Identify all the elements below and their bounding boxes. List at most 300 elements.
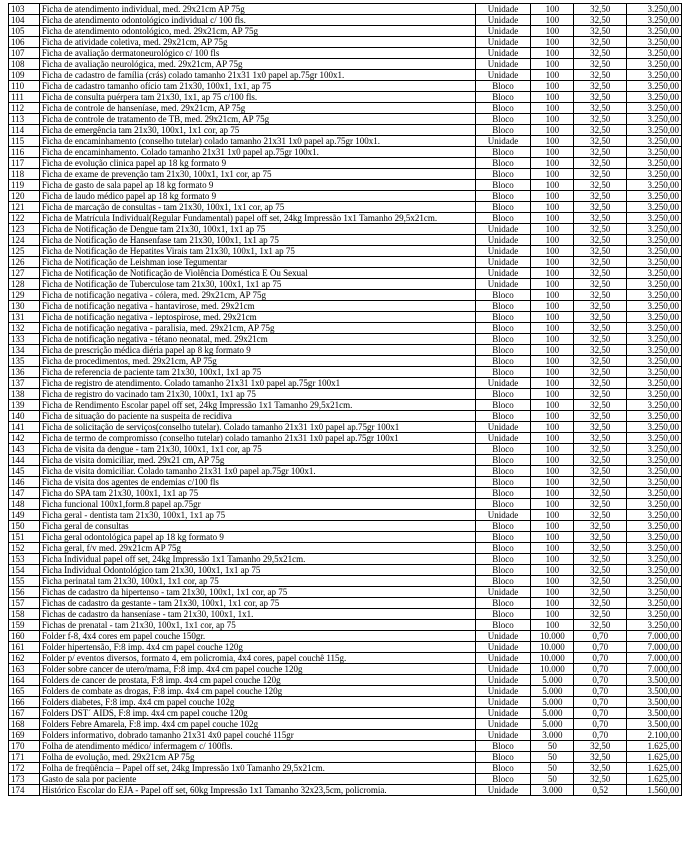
item-description: Ficha de notificação negativa - cólera, med. 29x21cm, AP 75g	[39, 290, 475, 301]
item-quantity: 100	[531, 312, 574, 323]
item-description: Ficha geral, f/v med. 29x21cm AP 75g	[39, 543, 475, 554]
item-description: Ficha de visita dos agentes de endemias c/100 fls	[39, 477, 475, 488]
item-unit-price: 32,50	[574, 554, 627, 565]
item-total: 3.250,00	[627, 543, 682, 554]
item-unit-price: 32,50	[574, 191, 627, 202]
table-row	[9, 334, 682, 345]
item-unit-price: 0,70	[574, 686, 627, 697]
item-unit-price: 32,50	[574, 543, 627, 554]
item-total: 1.625,00	[627, 741, 682, 752]
item-total: 3.250,00	[627, 521, 682, 532]
item-total: 3.250,00	[627, 235, 682, 246]
table-row	[9, 4, 682, 15]
item-quantity: 3.000	[531, 785, 574, 796]
item-number: 163	[9, 664, 40, 675]
item-unit: Bloco	[475, 290, 531, 301]
item-total: 3.250,00	[627, 59, 682, 70]
item-unit-price: 0,70	[574, 642, 627, 653]
table-row	[9, 301, 682, 312]
item-unit: Bloco	[475, 565, 531, 576]
item-total: 3.250,00	[627, 411, 682, 422]
item-number: 119	[9, 180, 40, 191]
item-number: 127	[9, 268, 40, 279]
item-number: 125	[9, 246, 40, 257]
item-unit-price: 32,50	[574, 235, 627, 246]
item-quantity: 50	[531, 752, 574, 763]
table-row	[9, 774, 682, 785]
item-description: Ficha de notificação negativa - paralisia, med. 29x21cm, AP 75g	[39, 323, 475, 334]
item-number: 142	[9, 433, 40, 444]
item-unit-price: 32,50	[574, 213, 627, 224]
items-table	[8, 3, 682, 796]
table-row	[9, 224, 682, 235]
item-unit: Bloco	[475, 774, 531, 785]
item-number: 139	[9, 400, 40, 411]
table-row	[9, 554, 682, 565]
item-total: 3.250,00	[627, 576, 682, 587]
item-unit: Unidade	[475, 15, 531, 26]
table-row	[9, 92, 682, 103]
item-quantity: 100	[531, 70, 574, 81]
item-quantity: 10.000	[531, 631, 574, 642]
item-description: Ficha de emergência tam 21x30, 100x1, 1x1 cor, ap 75	[39, 125, 475, 136]
item-number: 126	[9, 257, 40, 268]
table-row	[9, 70, 682, 81]
item-total: 3.250,00	[627, 92, 682, 103]
item-description: Ficha perinatal tam 21x30, 100x1, 1x1 cor, ap 75	[39, 576, 475, 587]
item-quantity: 100	[531, 433, 574, 444]
item-description: Ficha de atendimento odontológico individual c/ 100 fls.	[39, 15, 475, 26]
item-description: Ficha geral - dentista tam 21x30, 100x1, 1x1 ap 75	[39, 510, 475, 521]
item-number: 108	[9, 59, 40, 70]
item-number: 141	[9, 422, 40, 433]
table-row	[9, 488, 682, 499]
item-quantity: 10.000	[531, 664, 574, 675]
item-number: 164	[9, 675, 40, 686]
item-total: 3.250,00	[627, 224, 682, 235]
item-description: Fichas de cadastro da hanseníase - tam 21x30, 100x1, 1x1.	[39, 609, 475, 620]
item-total: 3.250,00	[627, 488, 682, 499]
item-unit-price: 0,70	[574, 653, 627, 664]
item-unit-price: 0,70	[574, 664, 627, 675]
item-quantity: 100	[531, 466, 574, 477]
item-total: 3.250,00	[627, 180, 682, 191]
item-quantity: 100	[531, 235, 574, 246]
table-row	[9, 543, 682, 554]
item-quantity: 100	[531, 224, 574, 235]
item-unit-price: 32,50	[574, 37, 627, 48]
item-description: Ficha de avaliação neurológica, med. 29x21cm, AP 75g	[39, 59, 475, 70]
item-unit-price: 0,70	[574, 730, 627, 741]
item-quantity: 100	[531, 59, 574, 70]
item-unit-price: 32,50	[574, 15, 627, 26]
table-row	[9, 708, 682, 719]
item-description: Ficha de notificação negativa - leptospirose, med. 29x21cm	[39, 312, 475, 323]
item-unit: Unidade	[475, 631, 531, 642]
table-row	[9, 26, 682, 37]
item-unit-price: 32,50	[574, 136, 627, 147]
item-number: 166	[9, 697, 40, 708]
item-description: Ficha de marcação de consultas - tam 21x30, 100x1, 1x1 cor, ap 75	[39, 202, 475, 213]
table-row	[9, 48, 682, 59]
item-description: Ficha de Notificação de Leishman iose Tegumentar	[39, 257, 475, 268]
item-unit: Unidade	[475, 653, 531, 664]
item-unit: Bloco	[475, 169, 531, 180]
table-row	[9, 565, 682, 576]
item-description: Folder sobre cancer de utero/mama, F:8 imp. 4x4 cm papel couche 120g	[39, 664, 475, 675]
item-description: Folders diabetes, F:8 imp. 4x4 cm papel couche 102g	[39, 697, 475, 708]
item-unit-price: 32,50	[574, 499, 627, 510]
item-quantity: 100	[531, 81, 574, 92]
item-unit-price: 32,50	[574, 334, 627, 345]
item-unit: Bloco	[475, 455, 531, 466]
item-total: 3.250,00	[627, 169, 682, 180]
item-number: 165	[9, 686, 40, 697]
item-number: 157	[9, 598, 40, 609]
item-unit: Unidade	[475, 70, 531, 81]
item-unit: Bloco	[475, 356, 531, 367]
item-total: 3.250,00	[627, 510, 682, 521]
item-description: Fichas de cadastro da hipertenso - tam 21x30, 100x1, 1x1 cor, ap 75	[39, 587, 475, 598]
item-quantity: 100	[531, 422, 574, 433]
table-row	[9, 532, 682, 543]
item-total: 3.250,00	[627, 609, 682, 620]
table-row	[9, 158, 682, 169]
item-unit-price: 32,50	[574, 301, 627, 312]
item-quantity: 100	[531, 37, 574, 48]
item-number: 129	[9, 290, 40, 301]
table-row	[9, 378, 682, 389]
item-unit-price: 32,50	[574, 367, 627, 378]
item-description: Ficha de encaminhamento (conselho tutelar) colado tamanho 21x31 1x0 papel ap.75gr 100x1.	[39, 136, 475, 147]
item-unit-price: 32,50	[574, 620, 627, 631]
item-description: Ficha de Rendimento Escolar papel off set, 24kg Impressão 1x1 Tamanho 29,5x21cm.	[39, 400, 475, 411]
item-total: 3.250,00	[627, 158, 682, 169]
item-total: 3.250,00	[627, 279, 682, 290]
item-unit: Unidade	[475, 510, 531, 521]
item-quantity: 100	[531, 356, 574, 367]
item-unit: Bloco	[475, 620, 531, 631]
table-row	[9, 422, 682, 433]
table-row	[9, 400, 682, 411]
item-description: Ficha de notificação negativa - hantavirose, med. 29x21cm	[39, 301, 475, 312]
item-quantity: 100	[531, 257, 574, 268]
item-quantity: 100	[531, 411, 574, 422]
item-unit: Bloco	[475, 114, 531, 125]
item-unit-price: 0,70	[574, 719, 627, 730]
item-quantity: 100	[531, 125, 574, 136]
item-unit: Bloco	[475, 499, 531, 510]
table-row	[9, 290, 682, 301]
item-unit-price: 32,50	[574, 521, 627, 532]
table-row	[9, 642, 682, 653]
item-number: 136	[9, 367, 40, 378]
item-number: 118	[9, 169, 40, 180]
item-unit-price: 32,50	[574, 587, 627, 598]
item-number: 116	[9, 147, 40, 158]
item-description: Ficha de atendimento individual, med. 29x21cm AP 75g	[39, 4, 475, 15]
item-unit-price: 32,50	[574, 510, 627, 521]
table-row	[9, 609, 682, 620]
item-unit: Bloco	[475, 576, 531, 587]
item-quantity: 100	[531, 136, 574, 147]
table-row	[9, 147, 682, 158]
item-number: 161	[9, 642, 40, 653]
item-unit: Unidade	[475, 136, 531, 147]
item-total: 3.250,00	[627, 356, 682, 367]
item-total: 3.250,00	[627, 565, 682, 576]
item-unit: Unidade	[475, 433, 531, 444]
item-description: Ficha de procedimentos, med. 29x21cm, AP 75g	[39, 356, 475, 367]
item-number: 135	[9, 356, 40, 367]
item-number: 105	[9, 26, 40, 37]
table-row	[9, 279, 682, 290]
item-quantity: 100	[531, 543, 574, 554]
item-number: 123	[9, 224, 40, 235]
item-unit: Unidade	[475, 664, 531, 675]
item-total: 1.625,00	[627, 763, 682, 774]
item-quantity: 100	[531, 400, 574, 411]
item-description: Ficha de termo de compromisso (conselho tutelar) colado tamanho 21x31 1x0 papel ap.75gr 100x1	[39, 433, 475, 444]
item-unit-price: 32,50	[574, 400, 627, 411]
item-total: 3.250,00	[627, 213, 682, 224]
table-row	[9, 356, 682, 367]
item-unit-price: 32,50	[574, 576, 627, 587]
item-quantity: 100	[531, 323, 574, 334]
item-unit-price: 32,50	[574, 59, 627, 70]
item-number: 169	[9, 730, 40, 741]
table-row	[9, 81, 682, 92]
item-unit-price: 32,50	[574, 455, 627, 466]
item-unit-price: 32,50	[574, 70, 627, 81]
item-unit: Bloco	[475, 125, 531, 136]
item-unit: Bloco	[475, 345, 531, 356]
item-total: 3.250,00	[627, 48, 682, 59]
item-unit: Bloco	[475, 334, 531, 345]
item-unit: Bloco	[475, 147, 531, 158]
item-total: 3.250,00	[627, 433, 682, 444]
item-number: 146	[9, 477, 40, 488]
item-unit-price: 32,50	[574, 158, 627, 169]
item-unit: Unidade	[475, 587, 531, 598]
item-number: 107	[9, 48, 40, 59]
item-unit: Unidade	[475, 224, 531, 235]
table-row	[9, 697, 682, 708]
item-quantity: 5.000	[531, 697, 574, 708]
item-description: Ficha de visita domiciliar, med. 29x21 cm, AP 75g	[39, 455, 475, 466]
table-row	[9, 312, 682, 323]
item-number: 106	[9, 37, 40, 48]
item-unit-price: 32,50	[574, 389, 627, 400]
item-unit: Bloco	[475, 191, 531, 202]
item-unit: Bloco	[475, 411, 531, 422]
item-unit: Bloco	[475, 741, 531, 752]
item-quantity: 100	[531, 169, 574, 180]
table-row	[9, 345, 682, 356]
item-total: 3.250,00	[627, 367, 682, 378]
item-description: Ficha de avaliação dermatoneurológico c/ 100 fls	[39, 48, 475, 59]
item-unit-price: 32,50	[574, 246, 627, 257]
item-total: 3.250,00	[627, 587, 682, 598]
item-total: 3.250,00	[627, 15, 682, 26]
item-unit-price: 32,50	[574, 345, 627, 356]
item-description: Ficha de Notificação de Tuberculose tam 21x30, 100x1, 1x1 ap 75	[39, 279, 475, 290]
item-number: 103	[9, 4, 40, 15]
items-table-body	[9, 4, 682, 796]
item-total: 7.000,00	[627, 631, 682, 642]
item-unit-price: 32,50	[574, 48, 627, 59]
table-row	[9, 686, 682, 697]
item-number: 113	[9, 114, 40, 125]
item-description: Folder f-8, 4x4 cores em papel couche 150gr.	[39, 631, 475, 642]
item-unit: Unidade	[475, 697, 531, 708]
item-quantity: 100	[531, 202, 574, 213]
table-row	[9, 653, 682, 664]
item-unit-price: 32,50	[574, 741, 627, 752]
item-quantity: 100	[531, 246, 574, 257]
item-number: 131	[9, 312, 40, 323]
item-quantity: 100	[531, 290, 574, 301]
table-row	[9, 477, 682, 488]
item-quantity: 100	[531, 521, 574, 532]
item-number: 111	[9, 92, 40, 103]
item-description: Ficha de cadastro de família (crás) colado tamanho 21x31 1x0 papel ap.75gr 100x1.	[39, 70, 475, 81]
item-quantity: 100	[531, 301, 574, 312]
table-row	[9, 620, 682, 631]
item-unit: Unidade	[475, 235, 531, 246]
item-unit: Bloco	[475, 466, 531, 477]
item-quantity: 100	[531, 444, 574, 455]
item-unit-price: 32,50	[574, 224, 627, 235]
item-description: Ficha de solicitação de serviços(conselho tutelar). Colado tamanho 21x31 1x0 papel ap.75gr 100x1	[39, 422, 475, 433]
item-unit-price: 32,50	[574, 763, 627, 774]
item-description: Ficha de situação do paciente na suspeita de recidiva	[39, 411, 475, 422]
item-total: 3.250,00	[627, 532, 682, 543]
table-row	[9, 719, 682, 730]
table-row	[9, 433, 682, 444]
item-unit: Bloco	[475, 92, 531, 103]
item-total: 7.000,00	[627, 642, 682, 653]
item-unit: Unidade	[475, 708, 531, 719]
item-description: Folder hipertensão, F:8 imp. 4x4 cm papel couche 120g	[39, 642, 475, 653]
table-row	[9, 213, 682, 224]
item-unit-price: 32,50	[574, 444, 627, 455]
item-quantity: 100	[531, 587, 574, 598]
item-unit: Bloco	[475, 180, 531, 191]
item-description: Ficha de notificação negativa - tétano neonatal, med. 29x21cm	[39, 334, 475, 345]
item-quantity: 100	[531, 279, 574, 290]
table-row	[9, 752, 682, 763]
item-description: Ficha de encaminhamento. Colado tamanho 21x31 1x0 papel ap.75gr 100x1.	[39, 147, 475, 158]
item-total: 3.250,00	[627, 125, 682, 136]
table-row	[9, 763, 682, 774]
item-quantity: 100	[531, 532, 574, 543]
item-quantity: 100	[531, 345, 574, 356]
item-unit: Bloco	[475, 444, 531, 455]
item-unit: Unidade	[475, 59, 531, 70]
table-row	[9, 37, 682, 48]
item-unit-price: 32,50	[574, 92, 627, 103]
item-quantity: 100	[531, 213, 574, 224]
item-total: 3.250,00	[627, 103, 682, 114]
item-description: Folha de atendimento médico/ infermagem c/ 100fls.	[39, 741, 475, 752]
item-unit: Unidade	[475, 642, 531, 653]
item-unit: Bloco	[475, 532, 531, 543]
item-quantity: 100	[531, 334, 574, 345]
item-description: Ficha Individual papel off set, 24kg Impressão 1x1 Tamanho 29,5x21cm.	[39, 554, 475, 565]
item-unit-price: 32,50	[574, 565, 627, 576]
table-row	[9, 466, 682, 477]
item-quantity: 100	[531, 158, 574, 169]
item-unit: Bloco	[475, 598, 531, 609]
item-total: 3.250,00	[627, 37, 682, 48]
item-unit-price: 32,50	[574, 4, 627, 15]
table-row	[9, 367, 682, 378]
table-row	[9, 169, 682, 180]
item-number: 160	[9, 631, 40, 642]
item-total: 3.250,00	[627, 70, 682, 81]
item-description: Folders de combate as drogas, F:8 imp. 4x4 cm papel couche 120g	[39, 686, 475, 697]
item-quantity: 100	[531, 191, 574, 202]
item-description: Ficha de atividade coletiva, med. 29x21cm, AP 75g	[39, 37, 475, 48]
item-description: Ficha de gasto de sala papel ap 18 kg formato 9	[39, 180, 475, 191]
item-quantity: 3.000	[531, 730, 574, 741]
item-quantity: 100	[531, 180, 574, 191]
item-quantity: 100	[531, 367, 574, 378]
item-unit-price: 32,50	[574, 279, 627, 290]
item-quantity: 100	[531, 565, 574, 576]
item-description: Ficha de cadastro tamanho ofício tam 21x30, 100x1, 1x1, ap 75	[39, 81, 475, 92]
item-quantity: 100	[531, 92, 574, 103]
item-description: Folha de evolução, med. 29x21cm AP 75g	[39, 752, 475, 763]
item-quantity: 50	[531, 763, 574, 774]
table-row	[9, 730, 682, 741]
item-unit-price: 32,50	[574, 774, 627, 785]
item-description: Ficha Individual Odontológico tam 21x30, 100x1, 1x1 ap 75	[39, 565, 475, 576]
item-description: Ficha de exame de prevenção tam 21x30, 100x1, 1x1 cor, ap 75	[39, 169, 475, 180]
table-row	[9, 268, 682, 279]
item-total: 3.250,00	[627, 301, 682, 312]
item-quantity: 100	[531, 598, 574, 609]
item-unit: Bloco	[475, 81, 531, 92]
item-total: 3.250,00	[627, 444, 682, 455]
item-description: Ficha de prescrição médica diéria papel ap 8 kg formato 9	[39, 345, 475, 356]
item-quantity: 10.000	[531, 642, 574, 653]
item-quantity: 5.000	[531, 686, 574, 697]
item-total: 3.250,00	[627, 268, 682, 279]
table-row	[9, 455, 682, 466]
table-row	[9, 785, 682, 796]
item-description: Fichas de prenatal - tam 21x30, 100x1, 1x1 cor, ap 75	[39, 620, 475, 631]
item-unit-price: 32,50	[574, 411, 627, 422]
item-number: 149	[9, 510, 40, 521]
item-number: 151	[9, 532, 40, 543]
item-description: Ficha de referencia de paciente tam 21x30, 100x1, 1x1 ap 75	[39, 367, 475, 378]
table-row	[9, 235, 682, 246]
item-description: Ficha de controle de hanseníase, med. 29x21cm, AP 75g	[39, 103, 475, 114]
item-description: Gasto de sala por paciente	[39, 774, 475, 785]
item-total: 3.250,00	[627, 466, 682, 477]
table-row	[9, 521, 682, 532]
item-description: Ficha de consulta puérpera tam 21x30, 1x1, ap 75 c/100 fls.	[39, 92, 475, 103]
item-unit-price: 32,50	[574, 312, 627, 323]
item-number: 130	[9, 301, 40, 312]
item-total: 3.250,00	[627, 598, 682, 609]
item-total: 3.250,00	[627, 290, 682, 301]
item-total: 3.500,00	[627, 697, 682, 708]
item-description: Ficha de registro de atendimento. Colado tamanho 21x31 1x0 papel ap.75gr 100x1	[39, 378, 475, 389]
item-description: Folders de cancer de prostata, F:8 imp. 4x4 cm papel couche 120g	[39, 675, 475, 686]
